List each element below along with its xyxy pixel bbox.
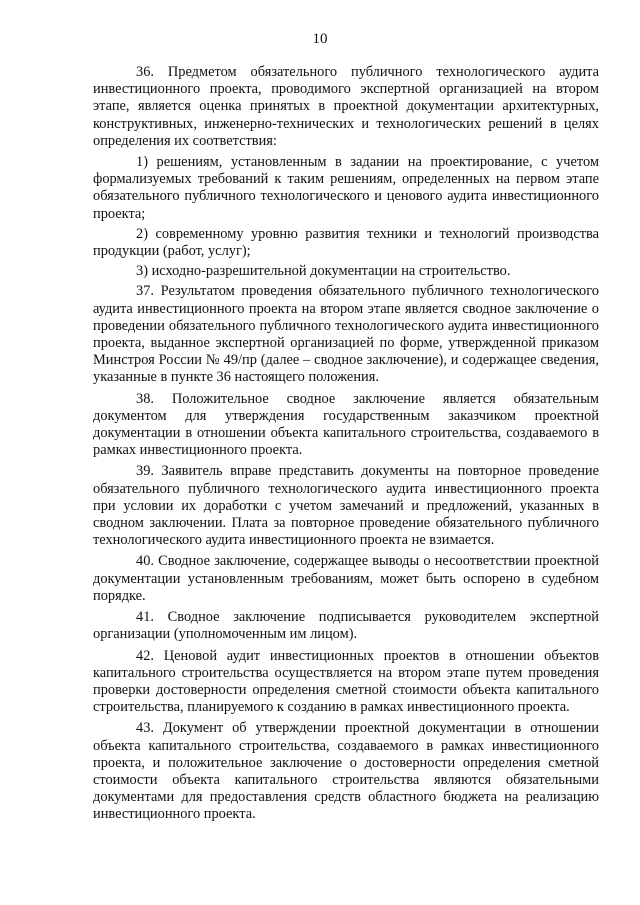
document-body bbox=[93, 64, 599, 828]
paragraph-37: 37. Результатом проведения обязательного публичного технологического аудита инвестиционного проекта на втором этапе является сводное заключение о проведении обязательного публичного технологического аудита инвестиционного проекта, выданное экспертной организацией по форме, утвержденной приказом Минстроя России № 49/пр (далее – сводное заключение), и содержащее сведения, указанные в пункте 36 настоящего положения. bbox=[93, 283, 599, 386]
paragraph-43: 43. Документ об утверждении проектной документации в отношении объекта капитального строительства, создаваемого в рамках инвестиционного проекта, и положительное заключение о достоверности определения сметной стоимости объекта капитального строительства являются обязательными документами для предоставления средств областного бюджета на реализацию инвестиционного проекта. bbox=[93, 720, 599, 823]
paragraph-36: 36. Предметом обязательного публичного технологического аудита инвестиционного проекта, проводимого экспертной организацией на втором этапе, является оценка принятых в проектной документации архитектурных, конструктивных, инженерно-технических и технологических решений в целях определения их соответствия: bbox=[93, 64, 599, 149]
paragraph-36-item-1: 1) решениям, установленным в задании на проектирование, с учетом формализуемых требований к таким решениям, определенных на первом этапе обязательного публичного технологического и ценового аудита инвестиционного проекта; bbox=[93, 154, 599, 222]
paragraph-38: 38. Положительное сводное заключение является обязательным документом для утверждения государственным заказчиком проектной документации в отношении объекта капитального строительства, создаваемого в рамках инвестиционного проекта. bbox=[93, 390, 599, 459]
paragraph-41: 41. Сводное заключение подписывается руководителем экспертной организации (уполномоченным им лицом). bbox=[93, 609, 599, 643]
paragraph-39: 39. Заявитель вправе представить документы на повторное проведение обязательного публичного технологического аудита инвестиционного проекта при условии их доработки с учетом замечаний и предложений, указанных в сводном заключении. Плата за повторное проведение обязательного публичного технологического аудита инвестиционного проекта не взимается. bbox=[93, 463, 599, 549]
paragraph-40: 40. Сводное заключение, содержащее выводы о несоответствии проектной документации установленным требованиям, может быть оспорено в судебном порядке. bbox=[93, 553, 599, 604]
paragraph-36-item-3: 3) исходно-разрешительной документации на строительство. bbox=[136, 263, 511, 280]
paragraph-42: 42. Ценовой аудит инвестиционных проектов в отношении объектов капитального строительства осуществляется на втором этапе путем проведения проверки достоверности определения сметной стоимости объекта капитального строительства, планируемого к созданию в рамках инвестиционного проекта. bbox=[93, 647, 599, 716]
page-number: 10 bbox=[312, 31, 328, 47]
paragraph-36-item-2: 2) современному уровню развития техники и технологий производства продукции (работ, услуг); bbox=[93, 225, 599, 260]
